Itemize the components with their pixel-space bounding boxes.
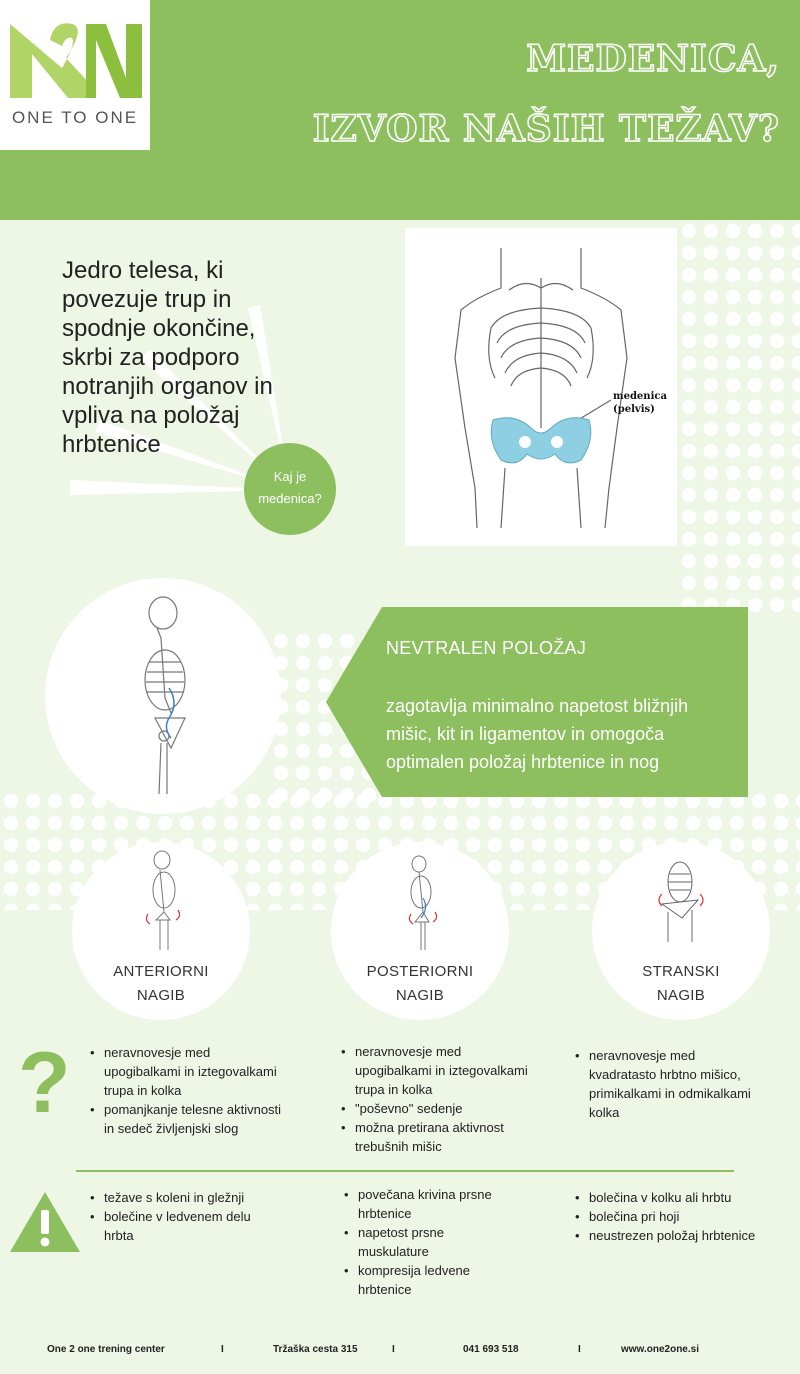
- tilt-label-line2: NAGIB: [656, 987, 706, 1004]
- warning-icon: [8, 1190, 82, 1254]
- causes-list-posterior: [339, 1042, 539, 1156]
- list-item: • "poševno" sedenje: [339, 1099, 539, 1118]
- page-title-line1: MEDENICA,: [526, 38, 780, 80]
- dot-pattern: [678, 220, 800, 620]
- section-divider: [76, 1170, 734, 1172]
- footer-company: One 2 one trening center: [47, 1344, 165, 1355]
- effects-list-posterior: [342, 1185, 492, 1299]
- skeleton-pelvis-image: [405, 228, 677, 546]
- effects-list-lateral: [573, 1188, 773, 1245]
- causes-list-anterior: [88, 1043, 288, 1138]
- list-item: • napetost prsne muskulature: [342, 1223, 492, 1261]
- footer-address: Tržaška cesta 315: [273, 1344, 358, 1355]
- what-is-pelvis-badge: Kaj je medenica?: [244, 443, 336, 535]
- header-banner: [0, 0, 800, 220]
- tilt-label-line1: POSTERIORNI: [366, 963, 474, 980]
- list-item: • bolečina v kolku ali hrbtu: [573, 1188, 773, 1207]
- causes-list-lateral: [573, 1046, 753, 1122]
- list-item: • neravnovesje med upogibalkami in iztegovalkami trupa in kolka: [88, 1043, 288, 1100]
- tilt-label-line2: NAGIB: [395, 987, 445, 1004]
- pelvis-illustration: [405, 228, 677, 546]
- footer-separator: I: [578, 1344, 581, 1355]
- posterior-tilt-figure: [331, 842, 509, 962]
- tilt-label-line1: STRANSKI: [642, 963, 720, 980]
- tilt-label-line1: ANTERIORNI: [113, 963, 209, 980]
- footer-separator: I: [221, 1344, 224, 1355]
- question-mark-icon: ?: [18, 1035, 71, 1131]
- list-item: • težave s koleni in gležnji: [88, 1188, 258, 1207]
- neutral-position-description: zagotavlja minimalno napetost bližnjih mišic, kit in ligamentov in omogoča optimalen položaj hrbtenice in nog: [386, 696, 689, 772]
- page-title-line2: IZVOR NAŠIH TEŽAV?: [312, 108, 780, 150]
- posterior-tilt-label: [350, 960, 490, 1008]
- pelvis-label: medenica: [613, 391, 667, 402]
- tilt-label-line2: NAGIB: [136, 987, 186, 1004]
- effects-list-anterior: [88, 1188, 258, 1245]
- list-item: • neravnovesje med kvadratasto hrbtno mišico, primikalkami in odmikalkami kolka: [573, 1046, 753, 1122]
- pelvis-label-latin: (pelvis): [613, 404, 655, 415]
- list-item: • bolečina pri hoji: [573, 1207, 773, 1226]
- list-item: • kompresija ledvene hrbtenice: [342, 1261, 492, 1299]
- intro-text: Jedro telesa, ki povezuje trup in spodnje okončine, skrbi za podporo notranjih organov in vpliva na položaj hrbtenice: [62, 257, 273, 458]
- neutral-posture-circle: [45, 578, 281, 814]
- neutral-posture-figure: [45, 578, 281, 814]
- anterior-tilt-figure: [72, 842, 250, 962]
- lateral-tilt-figure: [592, 842, 770, 962]
- logo: [0, 0, 150, 150]
- lateral-tilt-label: [611, 960, 751, 1008]
- neutral-position-title: NEVTRALEN POLOŽAJ: [386, 638, 587, 658]
- list-item: • pomanjkanje telesne aktivnosti in sedeč življenjski slog: [88, 1100, 288, 1138]
- footer-website-link[interactable]: www.one2one.si: [621, 1344, 699, 1355]
- list-item: • neustrezen položaj hrbtenice: [573, 1226, 773, 1245]
- list-item: • možna pretirana aktivnost trebušnih mišic: [339, 1118, 539, 1156]
- list-item: • povečana krivina prsne hrbtenice: [342, 1185, 492, 1223]
- logo-mark-icon: [6, 18, 144, 108]
- anterior-tilt-label: [91, 960, 231, 1008]
- footer-separator: I: [392, 1344, 395, 1355]
- list-item: • bolečine v ledvenem delu hrbta: [88, 1207, 258, 1245]
- footer-phone: 041 693 518: [463, 1344, 519, 1355]
- logo-text: ONE TO ONE: [11, 108, 139, 127]
- list-item: • neravnovesje med upogibalkami in iztegovalkami trupa in kolka: [339, 1042, 539, 1099]
